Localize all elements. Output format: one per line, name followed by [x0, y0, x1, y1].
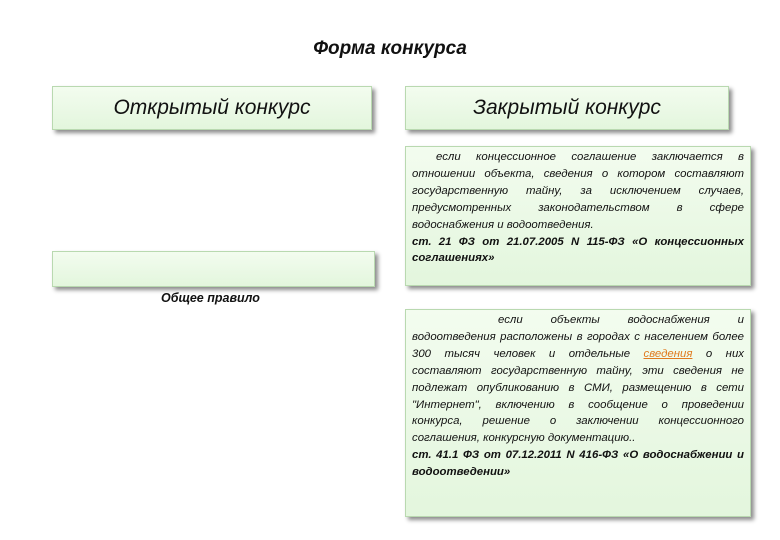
- state-secret-object-text: если концессионное соглашение заключается в отношении объекта, сведения о котором составляют государственную тайну, за исключением случаев, предусмотренных законодательством в сфере водоснабжения и водоотведения.: [412, 151, 744, 231]
- open-contest-header: [52, 86, 372, 130]
- concession-law-reference: ст. 21 ФЗ от 21.07.2005 N 115-ФЗ «О концессионных соглашениях»: [412, 235, 744, 265]
- general-rule-box: [52, 251, 375, 287]
- general-rule-label: Общее правило: [161, 291, 260, 305]
- state-secret-object-box: [405, 146, 751, 286]
- water-supply-box: [405, 309, 751, 517]
- page-title: Форма конкурса: [313, 38, 467, 59]
- svedeniya-link[interactable]: сведения: [643, 347, 693, 360]
- water-law-reference: ст. 41.1 ФЗ от 07.12.2011 N 416-ФЗ «О водоснабжении и водоотведении»: [412, 449, 744, 479]
- closed-contest-label: Закрытый конкурс: [473, 96, 661, 119]
- water-supply-text: если объекты водоснабжения и водоотведения расположены в городах с населением более 300 тысяч человек и отдельные сведения о них составляют государственную тайну, эти сведения не подлежат опубликованию в СМИ, размещению в сети "Интернет", включению в сообщение о проведении конкурса, решение о заключении концессионного соглашения, конкурсную документацию..: [412, 314, 744, 445]
- closed-contest-header: [405, 86, 729, 130]
- open-contest-label: Открытый конкурс: [113, 96, 311, 119]
